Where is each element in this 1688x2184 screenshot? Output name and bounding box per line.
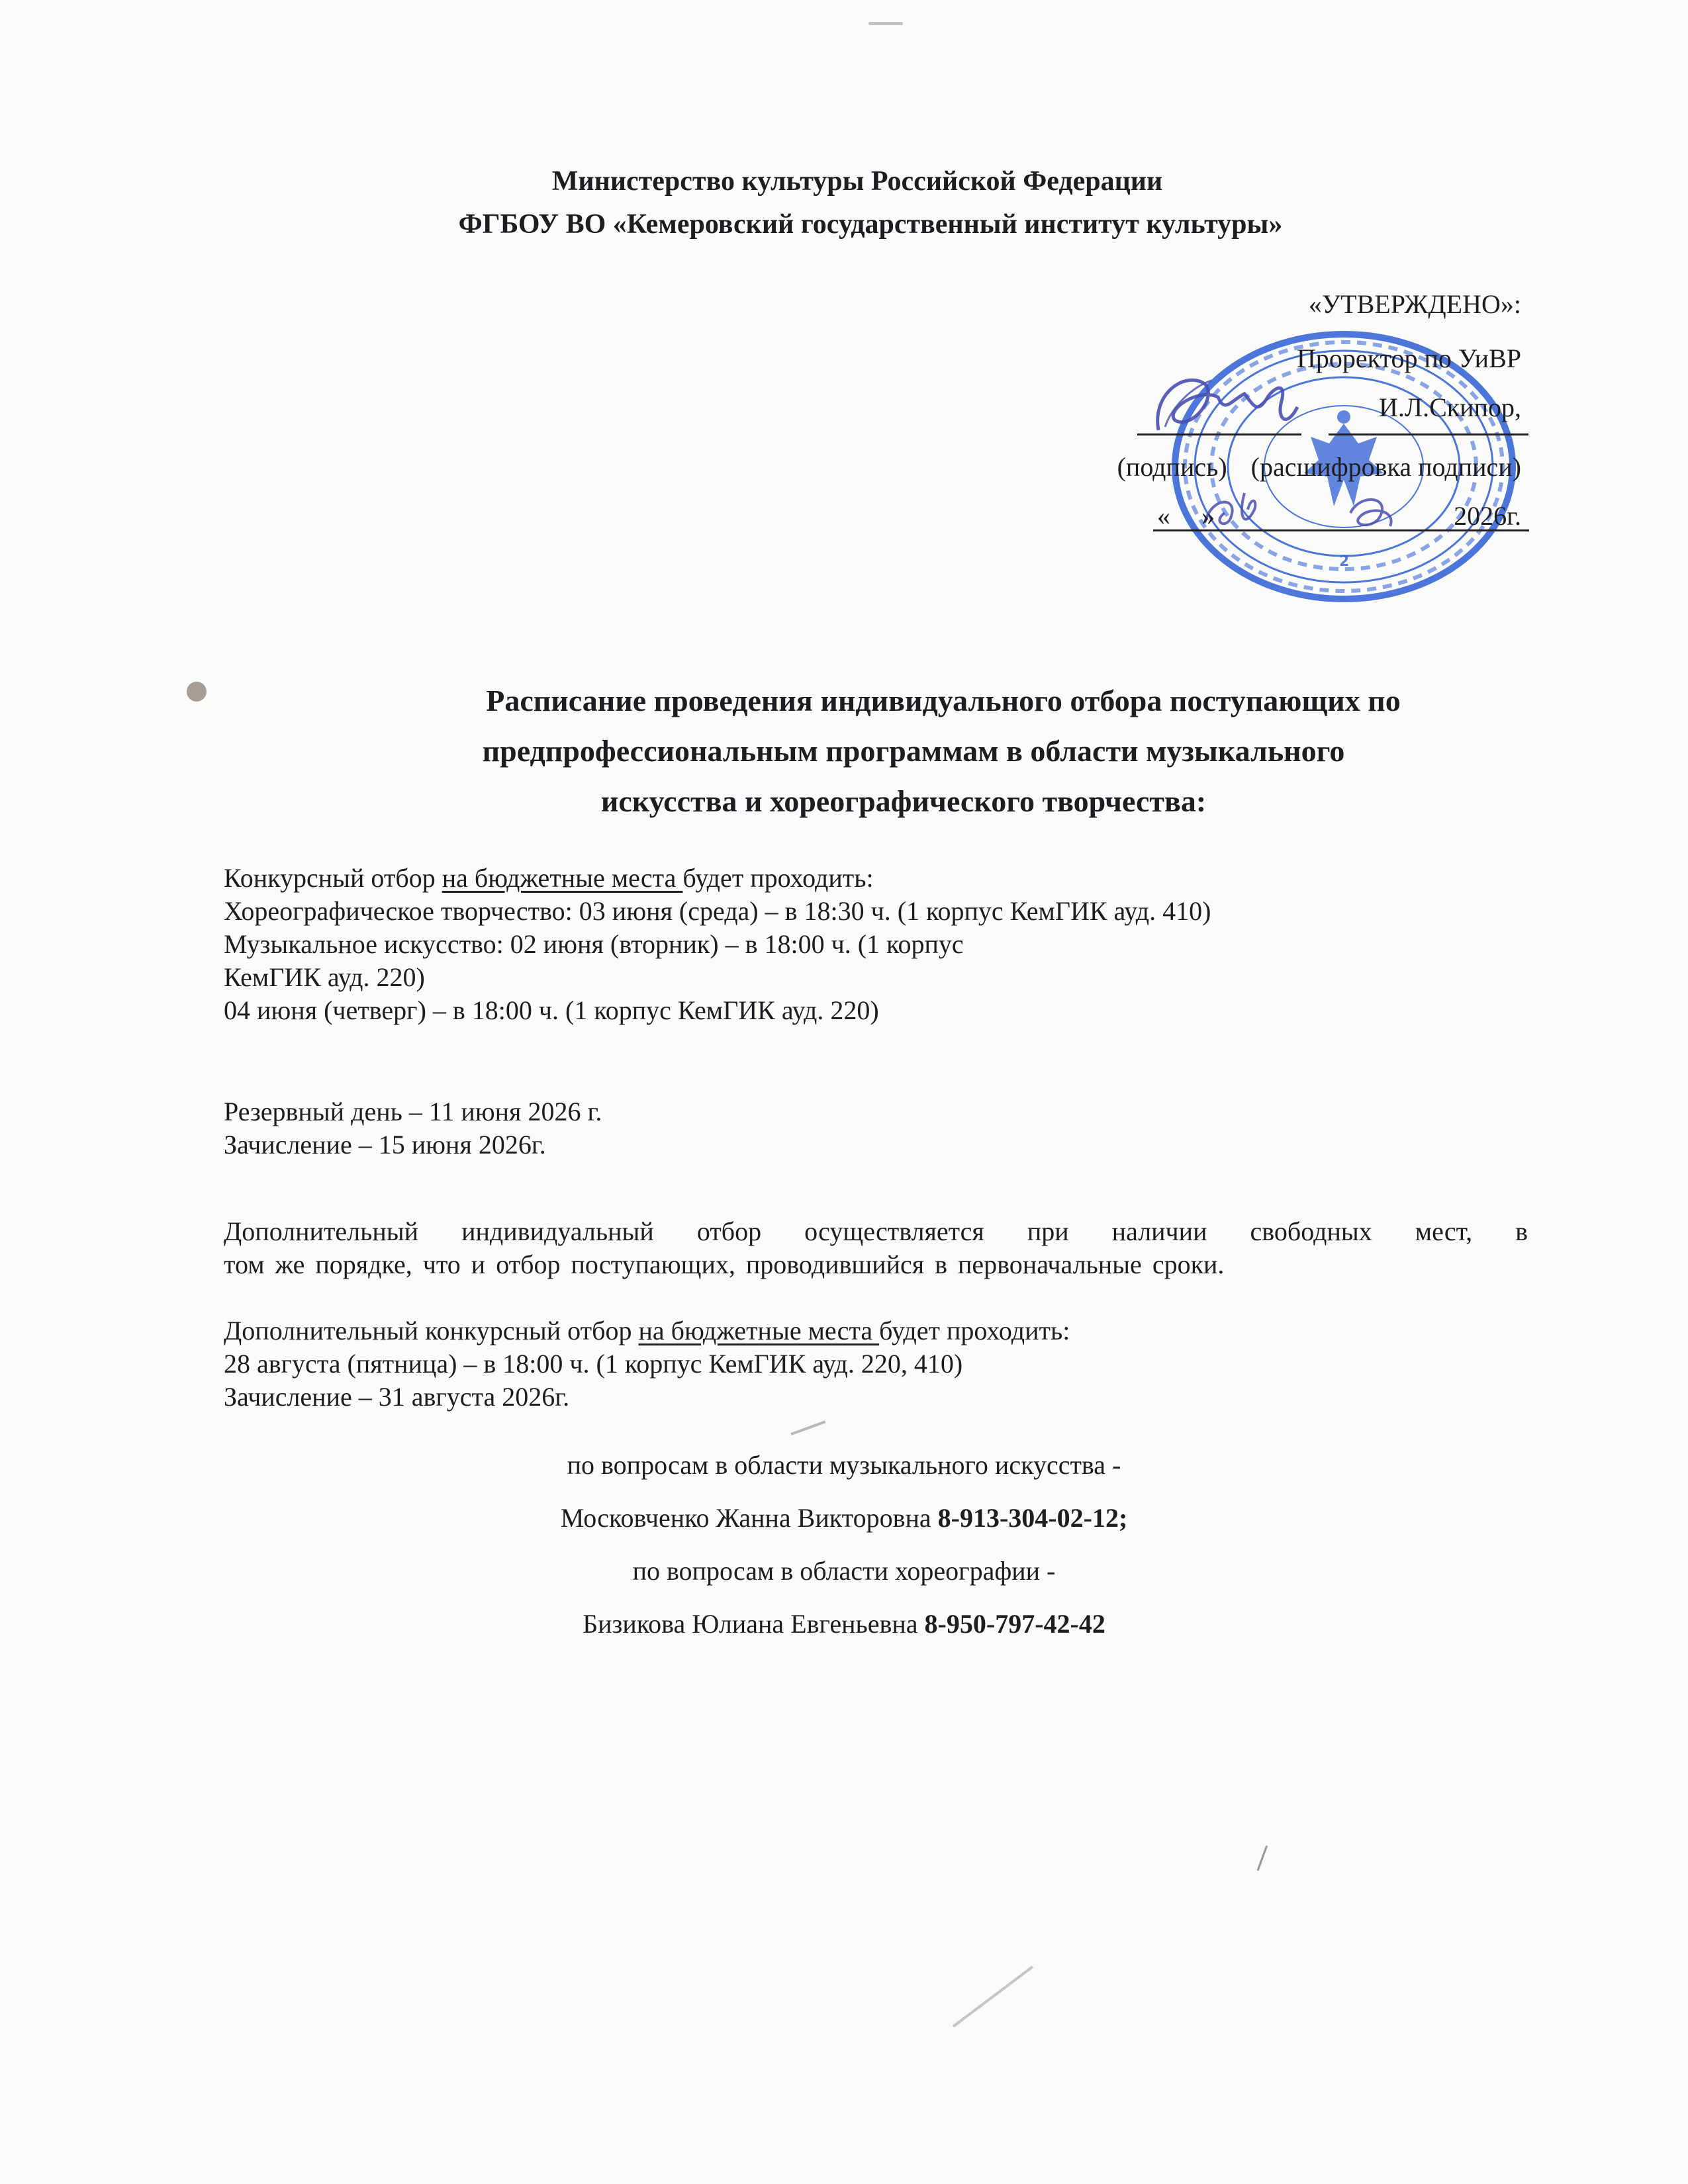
scan-scratch-mid (790, 1420, 825, 1435)
contact-choreography (0, 1608, 1688, 1639)
institution-heading: ФГБОУ ВО «Кемеровский государственный институт культуры» (458, 209, 1283, 240)
contact-name-music: Московченко Жанна Викторовна (560, 1503, 938, 1533)
choreography-schedule: Хореографическое творчество: 03 июня (среда) – в 18:30 ч. (1 корпус КемГИК ауд. 410) (224, 896, 1211, 926)
intro-suffix: будет проходить: (682, 863, 874, 893)
music-schedule-line-3: 04 июня (четверг) – в 18:00 ч. (1 корпус КемГИК ауд. 220) (224, 995, 879, 1025)
signature-caption: (подпись) (1117, 452, 1227, 482)
contact-phone-choreography: 8-950-797-42-42 (924, 1609, 1105, 1639)
schedule-title-line-2: предпрофессиональным программам в области музыкального (482, 734, 1345, 768)
contact-name-choreography: Бизикова Юлиана Евгеньевна (583, 1609, 925, 1639)
additional-note-line-2: том же порядке, что и отбор поступающих, проводившийся в первоначальные сроки. (224, 1250, 1225, 1279)
contact-music (0, 1502, 1688, 1533)
scan-mark-top (868, 22, 903, 25)
add-intro-underlined: на бюджетные места (638, 1316, 880, 1345)
schedule-title-line-1: Расписание проведения индивидуального отбора поступающих по (486, 684, 1401, 717)
schedule-title-line-3: искусства и хореографического творчества: (600, 784, 1207, 818)
ministry-heading: Министерство культуры Российской Федерации (551, 166, 1163, 197)
additional-date: 28 августа (пятница) – в 18:00 ч. (1 корпус КемГИК ауд. 220, 410) (224, 1349, 963, 1379)
add-intro-suffix: будет проходить: (879, 1316, 1070, 1345)
name-caption: (расшифровка подписи) (1250, 452, 1521, 482)
approval-year: 2026г. (1454, 501, 1521, 531)
approver-position: Проректор по УиВР (1296, 343, 1521, 373)
scan-scratch-bottom (953, 1966, 1033, 2027)
approved-label: «УТВЕРЖДЕНО»: (1308, 289, 1521, 319)
intro-underlined: на бюджетные места (442, 863, 683, 893)
date-line (1153, 529, 1529, 531)
additional-note-line-1: Дополнительный индивидуальный отбор осуществляется при наличии свободных мест, в (224, 1216, 1528, 1246)
add-intro-prefix: Дополнительный конкурсный отбор (224, 1316, 639, 1345)
scan-scratch-right (1257, 1845, 1268, 1871)
reserve-day: Резервный день – 11 июня 2026 г. (224, 1097, 602, 1126)
budget-selection-intro (224, 862, 874, 893)
signature-mark (1145, 367, 1317, 440)
additional-selection-intro (224, 1315, 1070, 1346)
contact-phone-music: 8-913-304-02-12; (937, 1503, 1128, 1533)
music-schedule-line-1: Музыкальное искусство: 02 июня (вторник) – в 18:00 ч. (1 корпус (224, 929, 964, 959)
contact-topic-choreography: по вопросам в области хореографии - (632, 1556, 1056, 1586)
date-open-quote: « (1157, 501, 1170, 531)
enrollment-june: Зачисление – 15 июня 2026г. (224, 1130, 546, 1160)
signature-line (1137, 433, 1301, 435)
contact-topic-music: по вопросам в области музыкального искусства - (567, 1450, 1121, 1480)
approver-name: И.Л.Скипор, (1379, 392, 1521, 422)
enrollment-august: Зачисление – 31 августа 2026г. (224, 1382, 570, 1412)
date-close-quote: » (1201, 501, 1215, 531)
date-handwriting (1192, 483, 1430, 536)
signature-captions (1117, 451, 1521, 482)
stamp-number: 2 (1339, 553, 1350, 570)
name-line (1329, 433, 1528, 435)
music-schedule-line-2: КемГИК ауд. 220) (224, 962, 425, 992)
intro-prefix: Конкурсный отбор (224, 863, 442, 893)
